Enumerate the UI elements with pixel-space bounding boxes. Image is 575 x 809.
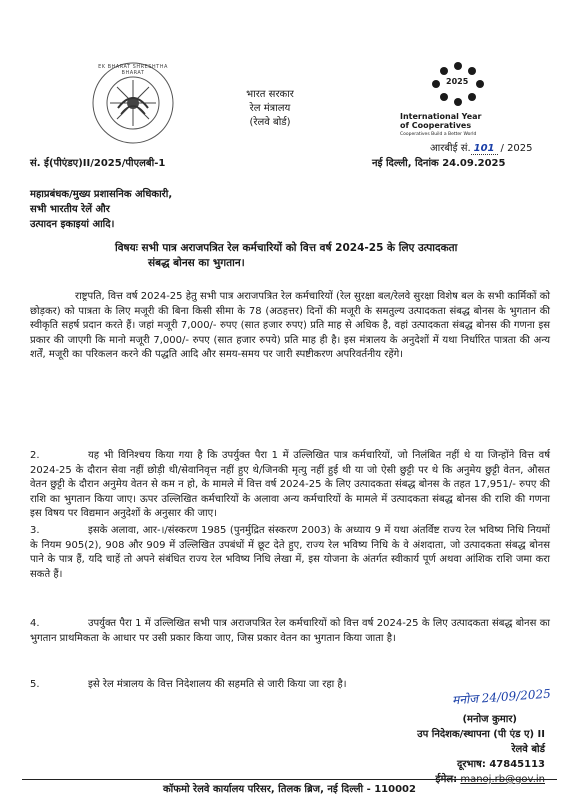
iyc-title-1: International Year (400, 112, 482, 121)
place-date: नई दिल्ली, दिनांक 24.09.2025 (372, 158, 506, 169)
signatory-phone (330, 757, 545, 772)
footer-rule (22, 779, 557, 780)
rbe-number-line (430, 142, 560, 156)
iyc-year: 2025 (446, 77, 469, 86)
file-number: सं. ई(पीएंडए)II/2025/पीएलबी-1 (30, 158, 166, 169)
phone-label: दूरभाष: (457, 759, 486, 770)
paragraph-2: यह भी विनिश्चय किया गया है कि उपर्युक्त पैरा 1 में उल्लिखित पात्र कर्मचारियों, जो निलंबित नहीं थे या जिन्होंने वित्त वर्ष 2024-25 के दौरान सेवा नहीं छोड़ी थी/सेवानिवृत्त नहीं हुए थे/जिनकी मृत्यु नहीं हुई थी या जो ऐसी छुट्टी पर थे कि अनुमेय छुट्टी वेतन, औसत वेतन छुट्टी के दौरान अनुमेय वेतन से कम न हो, के मामले में वित्त वर्ष 2024-25 के लिए उत्पादकता संबद्ध बोनस के तहत 17,951/- रुपए की राशि का भुगतान किया जाए। ऊपर उल्लिखित कर्मचारियों के अलावा अन्य कर्मचारियों के मामले में उत्पादकता संबद्ध बोनस की राशि की गणना इस विषय पर विद्यमान अनुदेशों के अनुसार की जाए। (30, 450, 550, 520)
iyc-logo (398, 60, 518, 140)
ministry-name: रेल मंत्रालय (249, 103, 291, 114)
subject-line-2: संबद्ध बोनस का भुगतान। (148, 257, 245, 269)
signatory-name: (मनोज कुमार) (462, 714, 517, 725)
phone-number: 47845113 (489, 759, 545, 770)
email-label: ईमेल: (435, 774, 458, 785)
subject (115, 241, 545, 271)
paragraph-4-number: 4. (30, 618, 40, 629)
handwritten-signature: मनोज 24/09/2025 (451, 686, 552, 708)
iyc-tagline: Cooperatives Build a Better World (400, 132, 477, 137)
signature-block (330, 712, 545, 787)
footer-address: कॉफमो रेलवे कार्यालय परिसर, तिलक ब्रिज, नई दिल्ली - 110002 (163, 784, 416, 795)
logo-ring-text: EK BHARAT SHRESHTHA BHARAT (98, 64, 168, 76)
paragraph-2-number: 2. (30, 450, 40, 461)
ek-bharat-logo (88, 58, 178, 148)
subject-line-1: विषयः सभी पात्र अराजपत्रित रेल कर्मचारियों को वित्त वर्ष 2024-25 के लिए उत्पादकता (115, 242, 458, 254)
paragraph-5: इसे रेल मंत्रालय के वित्त निदेशालय की सहमति से जारी किया जा रहा है। (88, 679, 347, 690)
gov-name: भारत सरकार (246, 89, 294, 100)
addressee-line-1: महाप्रबंधक/मुख्य प्रशासनिक अधिकारी, (30, 189, 173, 200)
paragraph-4: उपर्युक्त पैरा 1 में उल्लिखित सभी पात्र अराजपत्रित रेल कर्मचारियों को वित्त वर्ष 2024-25 के लिए उत्पादकता संबद्ध बोनस का भुगतान प्राथमिकता के आधार पर उसी प्रकार किया जाए, जिस प्रकार वेतन का भुगतान किया जाता है। (30, 618, 550, 644)
rbe-prefix: आरबीई सं. (430, 143, 471, 154)
addressee-line-3: उत्पादन इकाइयां आदि। (30, 219, 115, 230)
rbe-suffix: / 2025 (500, 143, 533, 154)
paragraph-5-number: 5. (30, 679, 40, 690)
gov-header (210, 88, 330, 130)
signatory-office: रेलवे बोर्ड (511, 744, 545, 755)
email-link[interactable]: manoj.rb@gov.in (460, 774, 545, 785)
iyc-title-2: of Cooperatives (400, 121, 472, 130)
addressee (30, 187, 172, 232)
board-name: (रेलवे बोर्ड) (249, 117, 291, 128)
paragraph-1: राष्ट्रपति, वित्त वर्ष 2024-25 हेतु सभी पात्र अराजपत्रित रेल कर्मचारियों (रेल सुरक्षा बल/रेलवे सुरक्षा विशेष बल के सभी कार्मिकों को छोड़कर) को पात्रता के लिए मजूरी की बिना किसी सीमा के 78 (अठहत्तर) दिनों की मजूरी के समतुल्य उत्पादकता संबद्ध बोनस के भुगतान की स्वीकृति सहर्ष प्रदान करते हैं। जहां मजूरी 7,000/- रुपए (सात हजार रुपए) प्रति माह से अधिक है, वहां उत्पादकता संबद्ध बोनस की गणना इस प्रकार की जाएगी कि मानो मजूरी 7,000/- रुपए (सात हजार रुपये) प्रति माह ही है। इस मंत्रालय के अनुदेशों में यथा निर्धारित पात्रता की अन्य शर्तें, मजूरी का परिकलन करने की पद्धति आदि और समय-समय पर जारी स्पष्टीकरण अपरिवर्तनीय रहेंगे। (30, 291, 550, 361)
paragraph-3: इसके अलावा, आर-।/संस्करण 1985 (पुनर्मुद्रित संस्करण 2003) के अध्याय 9 में यथा अंतर्विष्ट राज्य रेल भविष्य निधि नियमों के नियम 905(2), 908 और 909 में उल्लिखित उपबंधों में छूट देते हुए, राज्य रेल भविष्य निधि के वे अंशदाता, जो उत्पादकता संबद्ध बोनस पाने के पात्र हैं, यदि चाहें तो अपने संबंधित राज्य रेल भविष्य निधि लेखा में, इस योजना के अंतर्गत स्वीकार्य पूर्ण अथवा आंशिक राशि जमा करा सकते हैं। (30, 525, 550, 580)
addressee-line-2: सभी भारतीय रेलें और (30, 204, 110, 215)
paragraph-3-number: 3. (30, 525, 40, 536)
rbe-number: 101 (471, 143, 498, 155)
signatory-designation: उप निदेशक/स्थापना (पी एंड ए) II (417, 729, 545, 740)
